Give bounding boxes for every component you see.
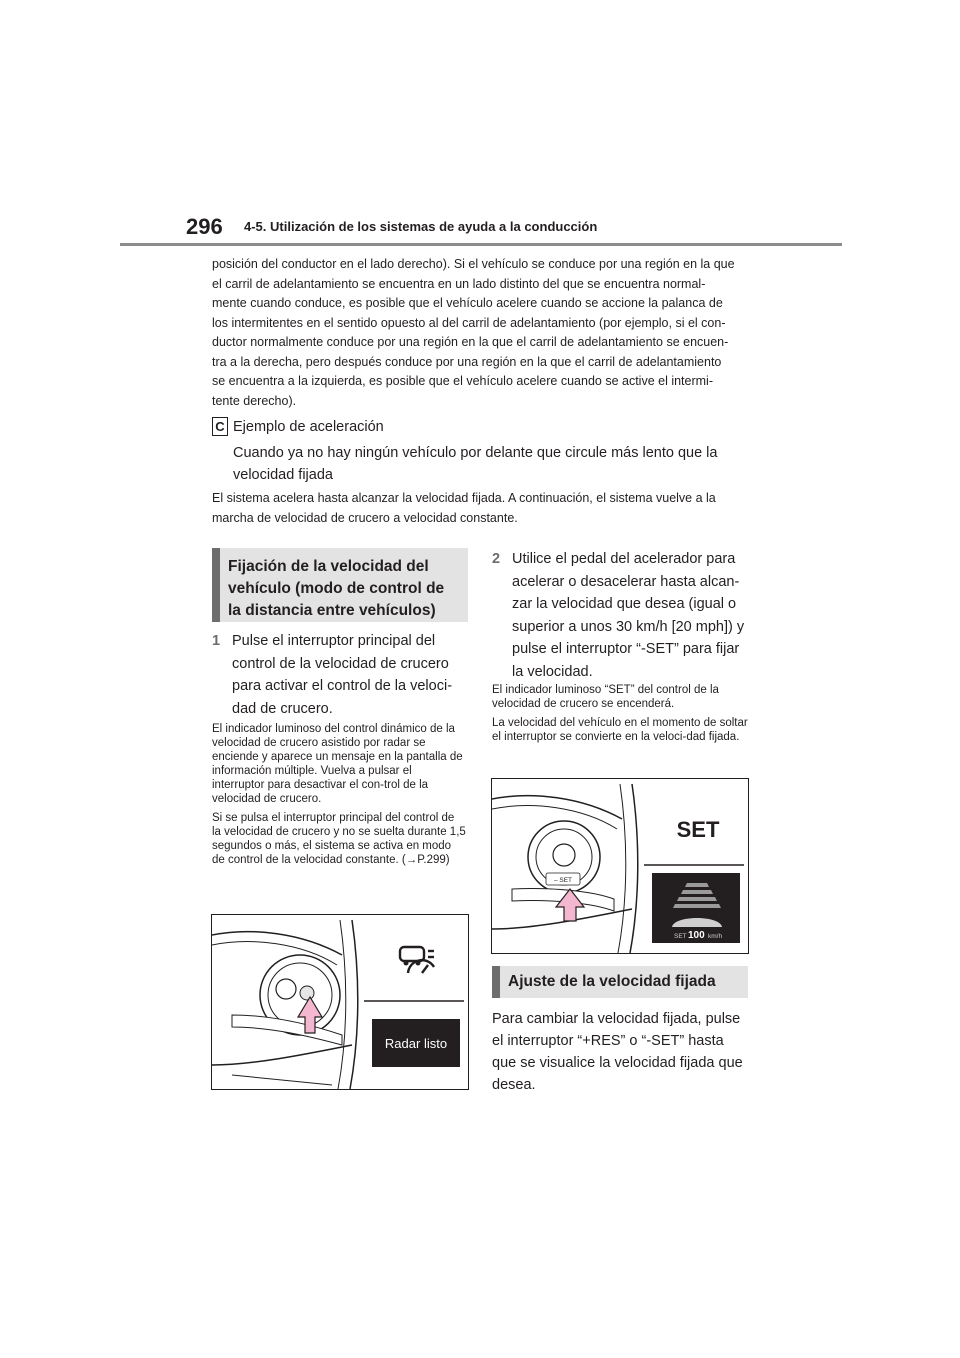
intro-line: se encuentra a la izquierda, es posible que el vehículo acelere cuando se active el intermi- [212,374,713,388]
example-c-title: Ejemplo de aceleración [233,419,384,435]
figure-main-switch [211,914,469,1090]
set-indicator: SET [676,817,720,842]
step-2-number: 2 [492,551,501,567]
intro-line: mente cuando conduce, es posible que el vehículo acelere cuando se accione la palanca de [212,296,723,310]
section-title: 4-5. Utilización de los sistemas de ayuda a la conducción [244,219,598,234]
step-1-text: Pulse el interruptor principal del control de la velocidad de crucero para activar el control de la veloci-dad de crucero. [232,633,453,717]
right-note-1: El indicador luminoso “SET” del control de la velocidad de crucero se encenderá. [492,684,719,710]
speed-value: 100 [688,930,705,941]
intro-paragraph [212,255,752,411]
intro-line: posición del conductor en el lado derecho). Si el vehículo se conduce por una región en la que [212,257,735,271]
step-2 [492,548,752,680]
right-notes [492,683,750,749]
speed-unit: km/h [708,933,723,940]
display-message: Radar listo [384,1036,448,1051]
example-c-description: El sistema acelera hasta alcanzar la velocidad fijada. A continuación, el sistema vuelve a la marcha de velocidad de crucero a velocidad constante. [212,491,716,525]
intro-line: tente derecho). [212,393,297,408]
figure-set-switch [491,778,749,954]
page-number: 296 [186,214,223,239]
step-1-number: 1 [212,633,221,649]
step-2-text: Utilice el pedal del acelerador para acelerar o desacelerar hasta alcan-zar la velocidad que desea (igual o superior a unos 30 km/h [20 mph]) y pulse el interruptor “-SET” para fijar la velocidad. [512,551,745,680]
intro-line: ductor normalmente conduce por una región en la que el carril de adelantamiento se encuen- [212,335,729,349]
example-c-subtitle: Cuando ya no hay ningún vehículo por delante que circule más lento que la velocidad fijada [233,445,718,483]
intro-line: tra a la derecha, pero después conduce por una región en la que el carril de adelantamiento [212,354,722,369]
intro-line: el carril de adelantamiento se encuentra en un lado distinto del que se encuentra normal- [212,276,706,291]
left-note-2: Si se pulsa el interruptor principal del control de la velocidad de crucero y no se suelta durante 1,5 segundos o más, el sistema se activa en modo de control de la velocidad constante. (→P.299) [212,812,466,866]
left-notes [212,722,466,872]
steering-switch-illustration [212,915,468,1089]
speed-prefix: SET [674,933,687,940]
example-c-label: C [212,417,228,436]
set-switch-illustration [492,779,748,953]
heading-adjust-speed: Ajuste de la velocidad fijada [492,966,748,998]
radar-cruise-icon [400,947,434,973]
adjust-speed-body: Para cambiar la velocidad fijada, pulse el interruptor “+RES” o “-SET” hasta que se visualice la velocidad fijada que desea. [492,1011,743,1093]
left-note-1: El indicador luminoso del control dinámico de la velocidad de crucero asistido por radar se enciende y aparece un mensaje en la pantalla de información múltiple. Vuelva a pulsar el interruptor para desactivar el con-trol de la velocidad de crucero. [212,723,463,805]
step-1 [212,630,468,722]
intro-line: los intermitentes en el sentido opuesto al del carril de adelantamiento (por ejemplo, si el con- [212,315,726,330]
right-note-2: La velocidad del vehículo en el momento de soltar el interruptor se convierte en la veloci-dad fijada. [492,717,748,743]
heading-set-speed: Fijación de la velocidad del vehículo (modo de control de la distancia entre vehículos) [212,548,468,622]
set-button-label: – SET [553,877,573,884]
header-rule [120,243,842,246]
